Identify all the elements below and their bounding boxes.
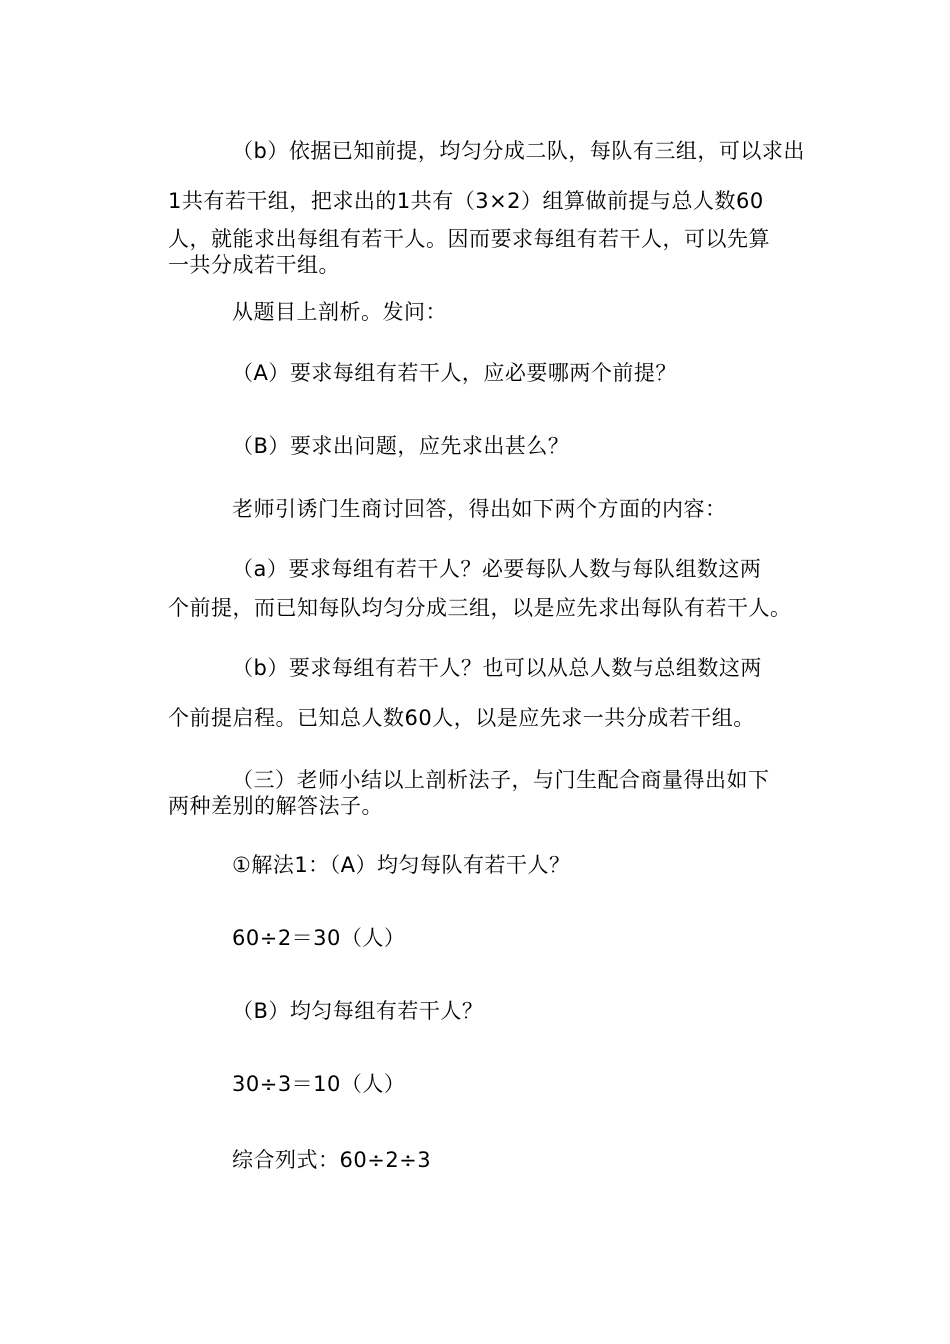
equation-line: 60÷2＝30（人） — [232, 926, 406, 950]
paragraph-line: （a）要求每组有若干人？必要每队人数与每队组数这两 — [232, 557, 762, 581]
paragraph-line: （B）均匀每组有若干人？ — [232, 999, 484, 1023]
paragraph-line: 两种差别的解答法子。 — [168, 794, 383, 818]
paragraph-line: 人，就能求出每组有若干人。因而要求每组有若干人，可以先算 — [168, 227, 770, 251]
paragraph-line: （b）要求每组有若干人？也可以从总人数与总组数这两 — [232, 656, 762, 680]
paragraph-line: ①解法1：（A）均匀每队有若干人？ — [232, 853, 571, 877]
paragraph-line: 个前提启程。已知总人数60人，以是应先求一共分成若干组。 — [168, 706, 755, 730]
paragraph-line: 1共有若干组，把求出的1共有（3×2）组算做前提与总人数60 — [168, 189, 764, 213]
paragraph-line: 一共分成若干组。 — [168, 253, 340, 277]
paragraph-line: （b）依据已知前提，均匀分成二队，每队有三组，可以求出 — [232, 139, 805, 163]
paragraph-line: （A）要求每组有若干人，应必要哪两个前提？ — [232, 361, 677, 385]
paragraph-line: （三）老师小结以上剖析法子，与门生配合商量得出如下 — [232, 768, 770, 792]
paragraph-line: 老师引诱门生商讨回答，得出如下两个方面的内容： — [232, 497, 727, 521]
paragraph-line: 从题目上剖析。发问： — [232, 300, 447, 324]
equation-line: 综合列式：60÷2÷3 — [232, 1148, 432, 1172]
paragraph-line: （B）要求出问题，应先求出甚么？ — [232, 434, 570, 458]
paragraph-line: 个前提，而已知每队均匀分成三组，以是应先求出每队有若干人。 — [168, 596, 792, 620]
equation-line: 30÷3＝10（人） — [232, 1072, 406, 1096]
